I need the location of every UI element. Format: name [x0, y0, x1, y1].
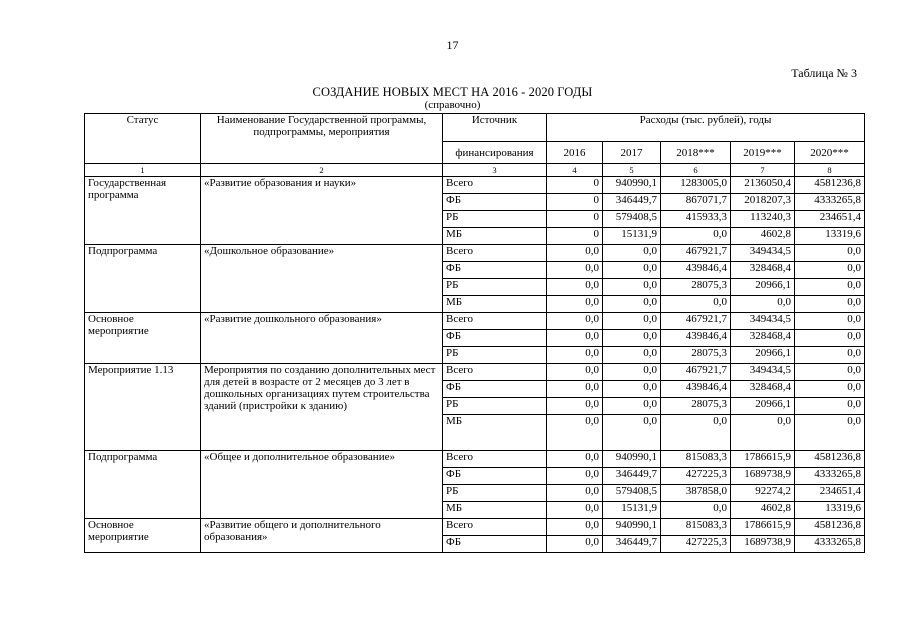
table-label: Таблица № 3	[791, 66, 857, 80]
value-cell: 0,0	[603, 245, 661, 262]
header-source-bottom: финансирования	[443, 142, 547, 164]
value-cell: 234651,4	[795, 211, 865, 228]
column-number: 1	[85, 164, 201, 177]
source-cell: МБ	[443, 296, 547, 313]
value-cell: 0,0	[603, 347, 661, 364]
value-cell: 867071,7	[661, 194, 731, 211]
source-cell: ФБ	[443, 536, 547, 553]
header-year: 2016	[547, 142, 603, 164]
value-cell: 0,0	[795, 347, 865, 364]
source-cell: Всего	[443, 177, 547, 194]
value-cell: 0,0	[661, 502, 731, 519]
source-cell: МБ	[443, 228, 547, 245]
value-cell: 427225,3	[661, 468, 731, 485]
value-cell: 346449,7	[603, 536, 661, 553]
status-cell: Основное мероприятие	[85, 313, 201, 364]
value-cell: 1786615,9	[731, 519, 795, 536]
value-cell: 92274,2	[731, 485, 795, 502]
value-cell: 28075,3	[661, 347, 731, 364]
source-cell: ФБ	[443, 330, 547, 347]
value-cell: 0,0	[795, 415, 865, 451]
value-cell: 0,0	[603, 262, 661, 279]
value-cell: 0,0	[795, 313, 865, 330]
page-number: 17	[446, 38, 459, 52]
value-cell: 0,0	[547, 262, 603, 279]
value-cell: 0,0	[795, 330, 865, 347]
status-cell: Подпрограмма	[85, 451, 201, 519]
value-cell: 349434,5	[731, 245, 795, 262]
value-cell: 0,0	[547, 347, 603, 364]
status-cell: Подпрограмма	[85, 245, 201, 313]
value-cell: 0,0	[547, 451, 603, 468]
value-cell: 0,0	[661, 228, 731, 245]
value-cell: 1689738,9	[731, 468, 795, 485]
value-cell: 0	[547, 177, 603, 194]
value-cell: 0,0	[547, 415, 603, 451]
expenses-table	[84, 113, 865, 553]
header-status: Статус	[85, 114, 201, 164]
value-cell: 20966,1	[731, 398, 795, 415]
source-cell: МБ	[443, 415, 547, 451]
value-cell: 0,0	[603, 415, 661, 451]
value-cell: 4581236,8	[795, 451, 865, 468]
value-cell: 1283005,0	[661, 177, 731, 194]
value-cell: 0,0	[795, 381, 865, 398]
header-year: 2020***	[795, 142, 865, 164]
source-cell: Всего	[443, 313, 547, 330]
value-cell: 0,0	[603, 279, 661, 296]
source-cell: Всего	[443, 519, 547, 536]
name-cell: «Развитие общего и дополнительного образования»	[201, 519, 443, 553]
header-year: 2018***	[661, 142, 731, 164]
column-number: 3	[443, 164, 547, 177]
source-cell: Всего	[443, 451, 547, 468]
source-cell: Всего	[443, 364, 547, 381]
value-cell: 2018207,3	[731, 194, 795, 211]
value-cell: 0,0	[547, 313, 603, 330]
header-expenses: Расходы (тыс. рублей), годы	[547, 114, 865, 142]
table-row	[85, 177, 865, 194]
value-cell: 0,0	[661, 415, 731, 451]
value-cell: 0,0	[603, 381, 661, 398]
value-cell: 579408,5	[603, 485, 661, 502]
value-cell: 20966,1	[731, 347, 795, 364]
column-number: 4	[547, 164, 603, 177]
value-cell: 0,0	[547, 468, 603, 485]
value-cell: 815083,3	[661, 451, 731, 468]
value-cell: 0,0	[547, 519, 603, 536]
header-year: 2019***	[731, 142, 795, 164]
value-cell: 4333265,8	[795, 194, 865, 211]
source-cell: РБ	[443, 398, 547, 415]
value-cell: 0,0	[547, 381, 603, 398]
value-cell: 0,0	[795, 245, 865, 262]
column-number: 6	[661, 164, 731, 177]
value-cell: 0,0	[603, 364, 661, 381]
table-row	[85, 519, 865, 536]
value-cell: 346449,7	[603, 194, 661, 211]
source-cell: РБ	[443, 279, 547, 296]
value-cell: 15131,9	[603, 502, 661, 519]
source-cell: Всего	[443, 245, 547, 262]
document-subtitle: (справочно)	[424, 99, 481, 111]
value-cell: 0	[547, 194, 603, 211]
value-cell: 13319,6	[795, 502, 865, 519]
value-cell: 346449,7	[603, 468, 661, 485]
source-cell: РБ	[443, 485, 547, 502]
value-cell: 328468,4	[731, 330, 795, 347]
value-cell: 4581236,8	[795, 519, 865, 536]
value-cell: 0,0	[795, 279, 865, 296]
document-title: СОЗДАНИЕ НОВЫХ МЕСТ НА 2016 - 2020 ГОДЫ	[312, 85, 593, 99]
column-number-row	[85, 164, 865, 177]
value-cell: 328468,4	[731, 381, 795, 398]
value-cell: 0,0	[731, 296, 795, 313]
value-cell: 0	[547, 211, 603, 228]
source-cell: МБ	[443, 502, 547, 519]
value-cell: 415933,3	[661, 211, 731, 228]
value-cell: 0,0	[795, 398, 865, 415]
value-cell: 940990,1	[603, 519, 661, 536]
value-cell: 0,0	[547, 502, 603, 519]
value-cell: 28075,3	[661, 279, 731, 296]
status-cell: Мероприятие 1.13	[85, 364, 201, 451]
value-cell: 579408,5	[603, 211, 661, 228]
value-cell: 0,0	[603, 330, 661, 347]
value-cell: 0,0	[731, 415, 795, 451]
source-cell: ФБ	[443, 381, 547, 398]
value-cell: 4581236,8	[795, 177, 865, 194]
value-cell: 439846,4	[661, 330, 731, 347]
value-cell: 4333265,8	[795, 536, 865, 553]
value-cell: 4333265,8	[795, 468, 865, 485]
value-cell: 0,0	[795, 262, 865, 279]
value-cell: 1689738,9	[731, 536, 795, 553]
value-cell: 0,0	[547, 245, 603, 262]
table-row	[85, 364, 865, 381]
value-cell: 815083,3	[661, 519, 731, 536]
source-cell: ФБ	[443, 468, 547, 485]
name-cell: «Развитие дошкольного образования»	[201, 313, 443, 364]
header-year: 2017	[603, 142, 661, 164]
value-cell: 940990,1	[603, 177, 661, 194]
name-cell: «Общее и дополнительное образование»	[201, 451, 443, 519]
value-cell: 439846,4	[661, 262, 731, 279]
source-cell: ФБ	[443, 194, 547, 211]
value-cell: 4602,8	[731, 502, 795, 519]
header-name: Наименование Государственной программы, подпрограммы, мероприятия	[201, 114, 443, 164]
status-cell: Государственная программа	[85, 177, 201, 245]
value-cell: 467921,7	[661, 245, 731, 262]
value-cell: 940990,1	[603, 451, 661, 468]
value-cell: 0,0	[547, 536, 603, 553]
table-row	[85, 313, 865, 330]
value-cell: 427225,3	[661, 536, 731, 553]
value-cell: 0,0	[547, 398, 603, 415]
source-cell: ФБ	[443, 262, 547, 279]
value-cell: 0,0	[661, 296, 731, 313]
value-cell: 467921,7	[661, 313, 731, 330]
column-number: 5	[603, 164, 661, 177]
name-cell: «Развитие образования и науки»	[201, 177, 443, 245]
name-cell: Мероприятия по созданию дополнительных мест для детей в возрасте от 2 месяцев до 3 лет в дошкольных организациях путем строительства зданий (пристройки к зданию)	[201, 364, 443, 451]
table-row	[85, 451, 865, 468]
value-cell: 15131,9	[603, 228, 661, 245]
value-cell: 13319,6	[795, 228, 865, 245]
table-row	[85, 245, 865, 262]
status-cell: Основное мероприятие	[85, 519, 201, 553]
value-cell: 387858,0	[661, 485, 731, 502]
value-cell: 349434,5	[731, 313, 795, 330]
value-cell: 0,0	[547, 279, 603, 296]
value-cell: 20966,1	[731, 279, 795, 296]
value-cell: 467921,7	[661, 364, 731, 381]
value-cell: 0	[547, 228, 603, 245]
value-cell: 113240,3	[731, 211, 795, 228]
value-cell: 0,0	[547, 296, 603, 313]
value-cell: 0,0	[547, 330, 603, 347]
source-cell: РБ	[443, 347, 547, 364]
value-cell: 328468,4	[731, 262, 795, 279]
header-source-top: Источник	[443, 114, 547, 142]
column-number: 7	[731, 164, 795, 177]
value-cell: 28075,3	[661, 398, 731, 415]
value-cell: 0,0	[795, 364, 865, 381]
value-cell: 0,0	[603, 398, 661, 415]
value-cell: 4602,8	[731, 228, 795, 245]
value-cell: 2136050,4	[731, 177, 795, 194]
value-cell: 0,0	[603, 313, 661, 330]
value-cell: 0,0	[795, 296, 865, 313]
value-cell: 0,0	[547, 485, 603, 502]
value-cell: 349434,5	[731, 364, 795, 381]
value-cell: 0,0	[603, 296, 661, 313]
value-cell: 234651,4	[795, 485, 865, 502]
value-cell: 439846,4	[661, 381, 731, 398]
name-cell: «Дошкольное образование»	[201, 245, 443, 313]
value-cell: 0,0	[547, 364, 603, 381]
value-cell: 1786615,9	[731, 451, 795, 468]
column-number: 8	[795, 164, 865, 177]
column-number: 2	[201, 164, 443, 177]
source-cell: РБ	[443, 211, 547, 228]
